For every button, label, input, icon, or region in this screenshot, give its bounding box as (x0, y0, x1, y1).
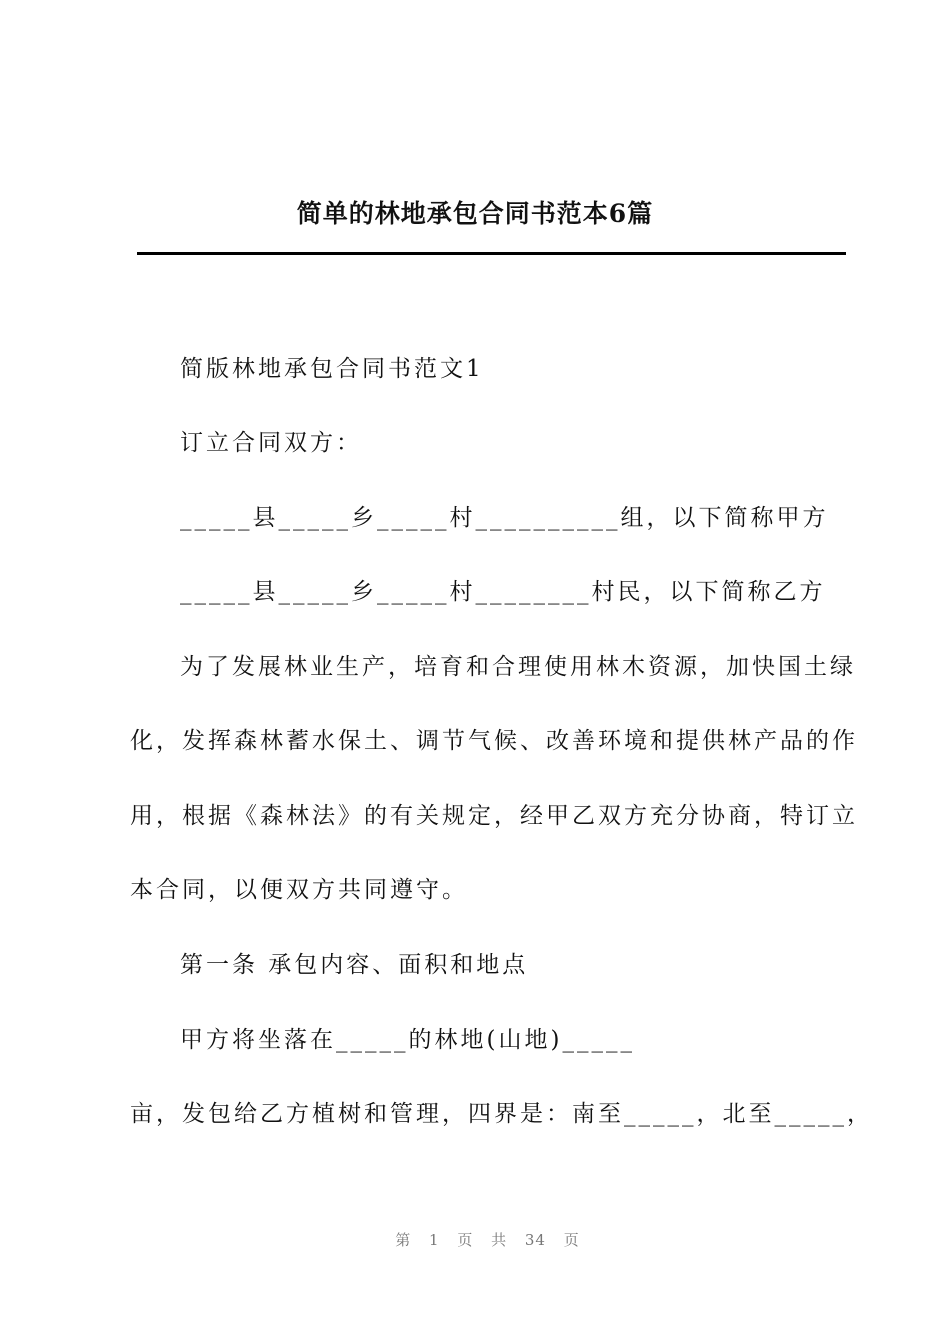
paragraph-line: 本合同，以便双方共同遵守。 (130, 877, 468, 903)
article-heading: 第一条 承包内容、面积和地点 (180, 952, 529, 978)
paragraph-line: 为了发展林业生产，培育和合理使用林木资源，加快国土绿 (180, 654, 856, 680)
paragraph-line: 甲方将坐落在_____的林地(山地)_____ (180, 1027, 635, 1053)
document-title: 简单的林地承包合同书范本6篇 (296, 199, 654, 228)
paragraph-line: 亩，发包给乙方植树和管理，四界是：南至_____，北至_____， (130, 1101, 873, 1127)
paragraph-line: 用，根据《森林法》的有关规定，经甲乙双方充分协商，特订立 (130, 803, 858, 829)
party-a-line: _____县_____乡_____村__________组，以下简称甲方 (180, 505, 829, 531)
section-heading: 简版林地承包合同书范文1 (180, 356, 484, 382)
title-underline (137, 252, 846, 255)
paragraph-line: 化，发挥森林蓄水保土、调节气候、改善环境和提供林产品的作 (130, 728, 858, 754)
paragraph-line: 订立合同双方： (180, 430, 362, 456)
party-b-line: _____县_____乡_____村________村民，以下简称乙方 (180, 579, 826, 605)
page-number: 第 1 页 共 34 页 (395, 1231, 580, 1249)
